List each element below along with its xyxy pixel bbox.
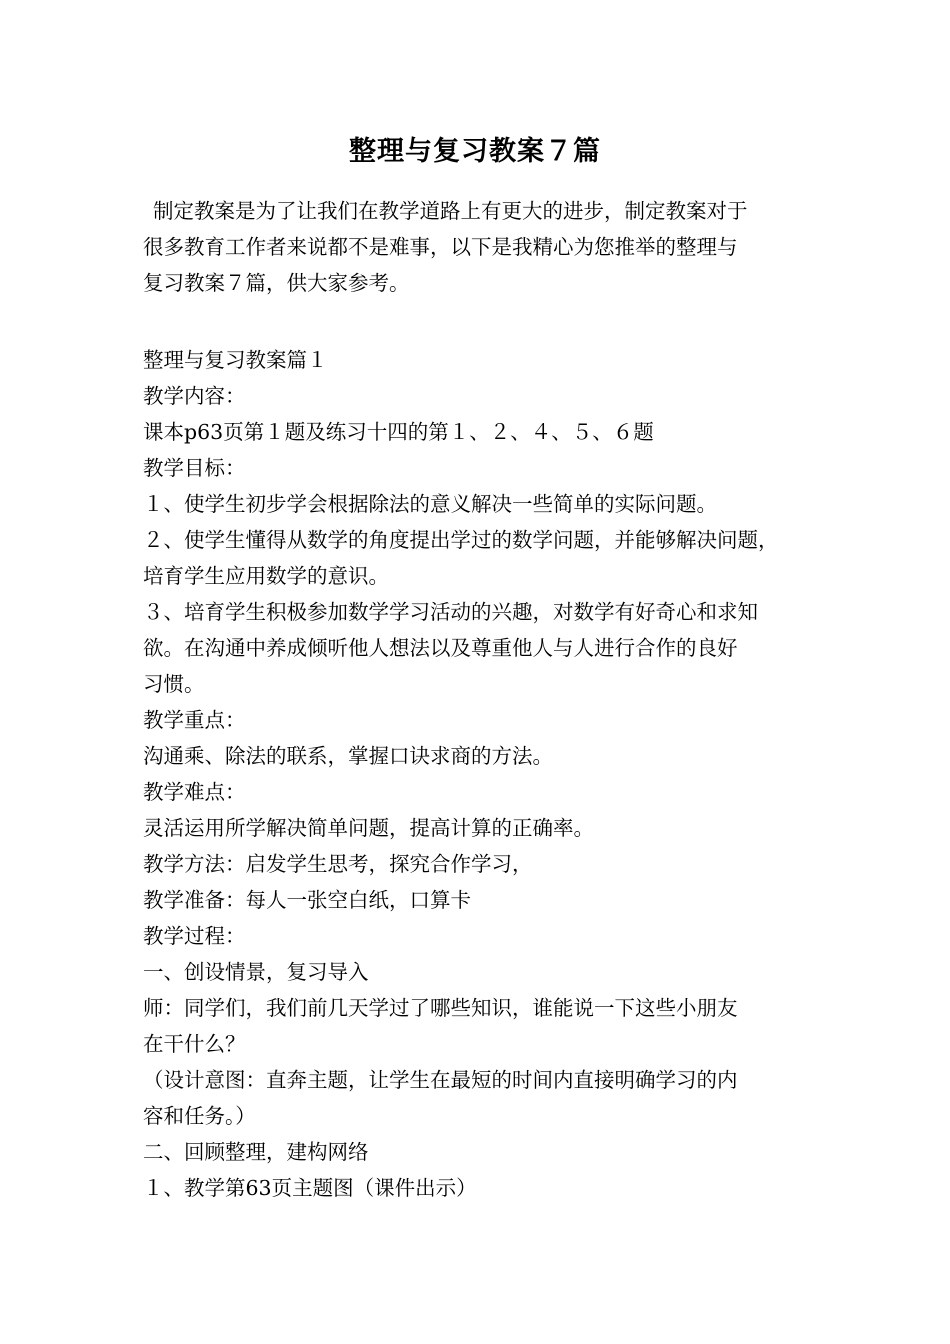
- text-line: （设计意图：直奔主题，让学生在最短的时间内直接明确学习的内: [143, 1068, 738, 1092]
- text-line: 一、创设情景，复习导入: [143, 960, 369, 984]
- text-line: 在干什么？: [143, 1032, 246, 1056]
- text-line: ３、培育学生积极参加数学学习活动的兴趣，对数学有好奇心和求知: [143, 600, 758, 624]
- text-line: 师：同学们，我们前几天学过了哪些知识，谁能说一下这些小朋友: [143, 996, 738, 1020]
- text-line: 习惯。: [143, 672, 205, 696]
- document-title: 整理与复习教案７篇: [349, 136, 601, 167]
- text-line: 沟通乘、除法的联系，掌握口诀求商的方法。: [143, 744, 553, 768]
- label-line: 教学过程：: [143, 924, 246, 948]
- label-line: 教学内容：: [143, 384, 246, 408]
- text-line: 灵活运用所学解决简单问题，提高计算的正确率。: [143, 816, 594, 840]
- label-line: 教学重点：: [143, 708, 246, 732]
- text-line: ２、使学生懂得从数学的角度提出学过的数学问题，并能够解决问题，: [143, 528, 779, 552]
- label-line: 教学难点：: [143, 780, 246, 804]
- text-line: 教学方法：启发学生思考，探究合作学习，: [143, 852, 533, 876]
- text-line: 容和任务。）: [143, 1104, 256, 1128]
- text-line: 教学准备：每人一张空白纸，口算卡: [143, 888, 471, 912]
- intro-line: 复习教案７篇，供大家参考。: [143, 271, 410, 295]
- text-line: 课本p63页第１题及练习十四的第１、２、４、５、６题: [143, 420, 654, 444]
- text-line: １、教学第63页主题图（课件出示）: [143, 1176, 477, 1200]
- intro-paragraph: [143, 193, 811, 301]
- text-line: １、使学生初步学会根据除法的意义解决一些简单的实际问题。: [143, 492, 717, 516]
- section-heading: 整理与复习教案篇１: [143, 348, 328, 372]
- intro-line: 制定教案是为了让我们在教学道路上有更大的进步，制定教案对于: [153, 199, 748, 223]
- text-line: 二、回顾整理，建构网络: [143, 1140, 369, 1164]
- document-body: [143, 342, 833, 1206]
- text-line: 欲。在沟通中养成倾听他人想法以及尊重他人与人进行合作的良好: [143, 636, 738, 660]
- intro-line: 很多教育工作者来说都不是难事，以下是我精心为您推举的整理与: [143, 235, 738, 259]
- label-line: 教学目标：: [143, 456, 246, 480]
- text-line: 培育学生应用数学的意识。: [143, 564, 389, 588]
